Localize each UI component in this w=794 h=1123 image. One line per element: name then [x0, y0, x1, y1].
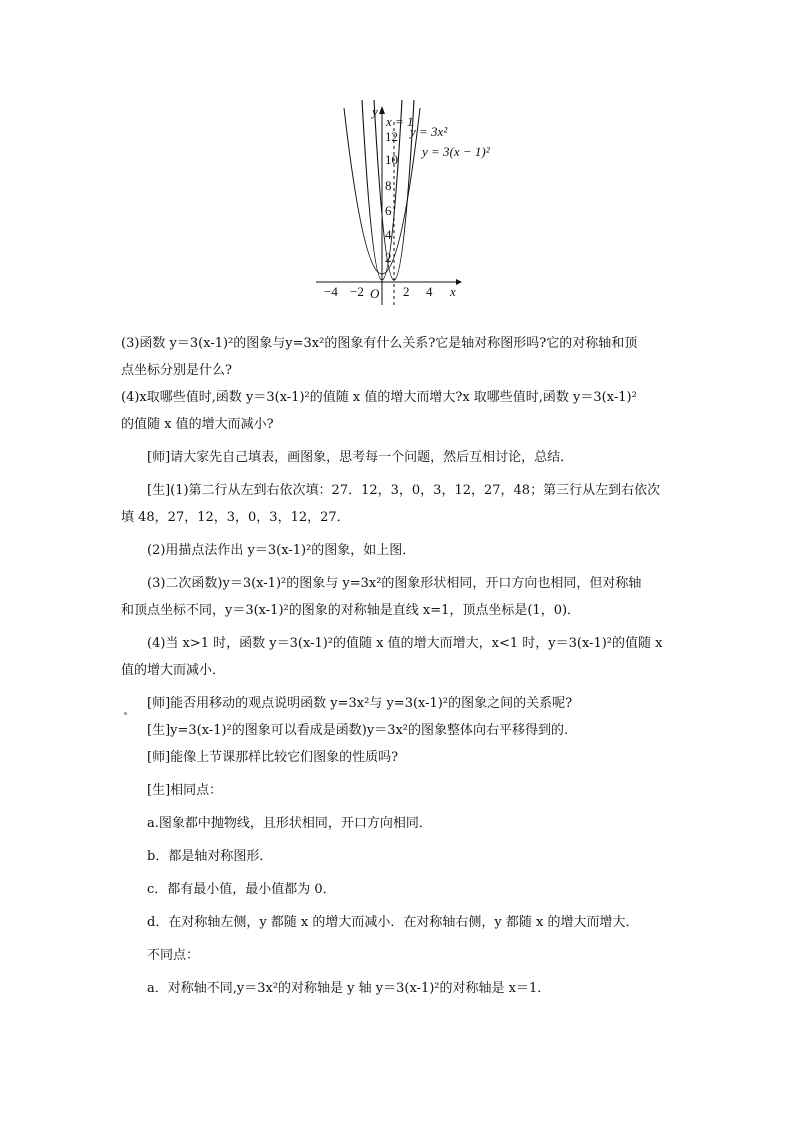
y-tick-8: 8	[385, 178, 392, 193]
parabola-figure	[306, 100, 490, 310]
difference-a: a．对称轴不同,y＝3x²的对称轴是 y 轴 y＝3(x-1)²的对称轴是 x＝1．	[147, 981, 551, 996]
y-tick-12: 12	[385, 129, 398, 144]
question-3-line2: 点坐标分别是什么?	[121, 363, 232, 378]
x-tick-2: 2	[403, 284, 410, 299]
difference-title: 不同点：	[147, 948, 200, 963]
student-answer-3-line2: 和顶点坐标不同，y＝3(x-1)²的图象的对称轴是直线 x=1，顶点坐标是(1，0)．	[121, 603, 581, 618]
y-tick-2: 2	[385, 250, 392, 265]
x-axis-label: x	[450, 284, 456, 299]
x-tick-4: 4	[426, 284, 433, 299]
teacher-prompt-3: [师]能像上节课那样比较它们图象的性质吗?	[147, 750, 399, 765]
student-answer-1-line1: [生](1)第二行从左到右依次填：27．12，3，0，3，12，27，48；第三行从左到右依次	[147, 483, 661, 498]
line-x1-label: x = 1	[386, 114, 414, 129]
curve1-label: y = 3x²	[410, 124, 448, 139]
student-answer-5: [生]y=3(x-1)²的图象可以看成是函数)y＝3x²的图象整体向右平移得到的.	[147, 723, 569, 738]
same-point-c: c．都有最小值，最小值都为 0．	[147, 882, 336, 897]
document-body	[121, 330, 681, 1002]
same-point-b: b．都是轴对称图形．	[147, 849, 273, 864]
question-4-line2: 的值随 x 值的增大而减小?	[121, 417, 274, 432]
teacher-prompt-1: [师]请大家先自己填表，画图象，思考每一个问题，然后互相讨论，总结．	[147, 450, 574, 465]
student-answer-3-line1: (3)二次函数)y＝3(x-1)²的图象与 y=3x²的图象形状相同，开口方向也相同，但对称轴	[147, 576, 642, 591]
origin-label: O	[370, 286, 380, 301]
question-3-line1: (3)函数 y＝3(x-1)²的图象与y=3x²的图象有什么关系?它是轴对称图形吗?它的对称轴和顶	[121, 336, 638, 351]
student-answer-2: (2)用描点法作出 y＝3(x-1)²的图象，如上图．	[147, 543, 416, 558]
y-axis-arrow	[379, 106, 385, 114]
x-tick-neg4: −4	[324, 284, 338, 299]
student-answer-6: [生]相同点：	[147, 783, 223, 798]
student-answer-4-line1: (4)当 x>1 时，函数 y＝3(x-1)²的值随 x 值的增大而增大，x<1 时，y＝3(x-1)²的值随 x	[147, 636, 663, 651]
y-tick-4: 4	[385, 227, 392, 242]
x-tick-neg2: −2	[350, 284, 364, 299]
student-answer-1-line2: 填 48，27，12，3，0，3，12，27．	[121, 510, 350, 525]
curve2-label: y = 3(x − 1)²	[422, 144, 490, 159]
student-answer-4-line2: 值的增大而减小．	[121, 663, 226, 678]
question-4-line1: (4)x取哪些值时,函数 y＝3(x-1)²的值随 x 值的增大而增大?x 取哪些值时,函数 y＝3(x-1)²	[121, 390, 637, 405]
y-axis-label: y	[372, 104, 378, 119]
same-point-d: d．在对称轴左侧，y 都随 x 的增大而减小．在对称轴右侧，y 都随 x 的增大而增大．	[147, 915, 639, 930]
y-tick-6: 6	[385, 203, 392, 218]
same-point-a: a.图象都中抛物线，且形状相同，开口方向相同．	[147, 816, 432, 831]
teacher-prompt-2: [师]能否用移动的观点说明函数 y=3x²与 y=3(x-1)²的图象之间的关系呢?	[147, 696, 573, 711]
parabola-graph	[306, 100, 490, 310]
y-tick-10: 10	[385, 152, 398, 167]
x-axis-arrow	[456, 279, 462, 285]
